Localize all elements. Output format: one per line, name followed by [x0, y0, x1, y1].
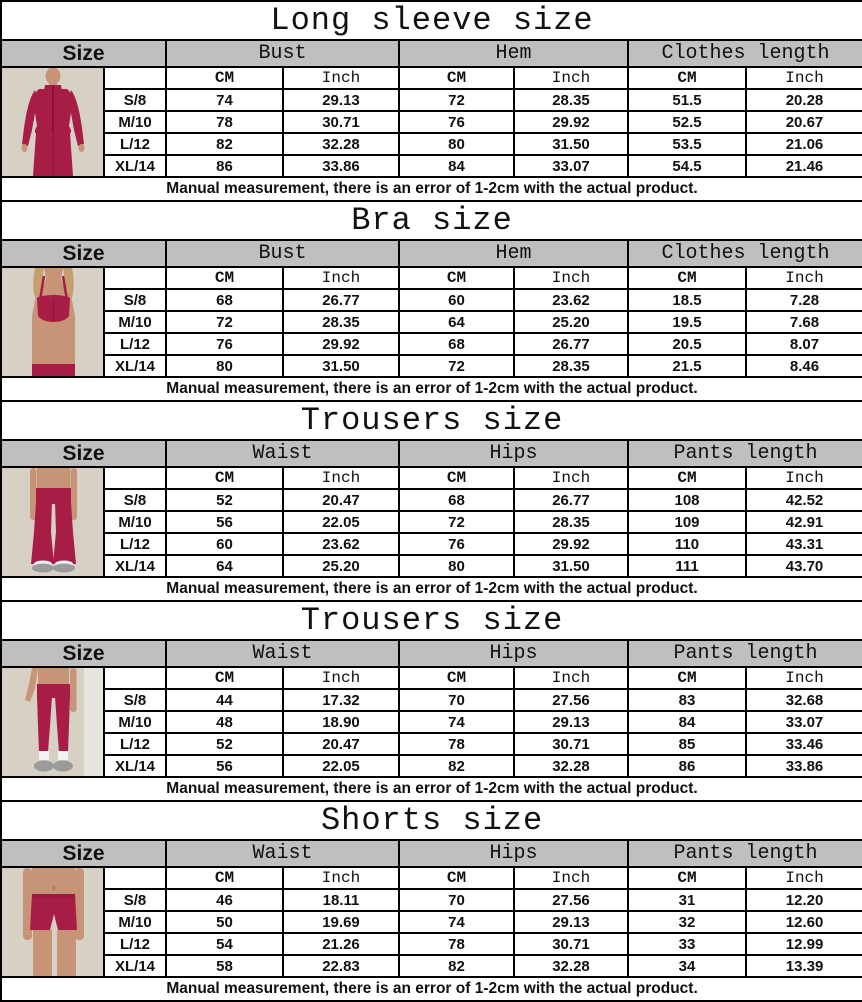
row-label: XL/14 [104, 355, 166, 377]
value-cell: 29.92 [514, 533, 628, 555]
measure-column-header-pants-length: Pants length [628, 440, 862, 467]
row-label: L/12 [104, 133, 166, 155]
value-cell: 33.07 [514, 155, 628, 177]
value-cell: 53.5 [628, 133, 746, 155]
value-cell: 22.05 [283, 755, 399, 777]
value-cell: 74 [166, 89, 283, 111]
value-cell: 51.5 [628, 89, 746, 111]
value-cell: 29.92 [283, 333, 399, 355]
value-cell: 12.20 [746, 889, 862, 911]
bra-photo-icon [2, 268, 104, 376]
value-cell: 82 [399, 955, 514, 977]
measure-column-header-hips: Hips [399, 440, 628, 467]
value-cell: 21.26 [283, 933, 399, 955]
empty-cell [104, 867, 166, 889]
value-cell: 28.35 [283, 311, 399, 333]
value-cell: 26.77 [283, 289, 399, 311]
value-cell: 80 [166, 355, 283, 377]
row-label: M/10 [104, 511, 166, 533]
table-row [1, 355, 862, 377]
flared-trousers-photo-icon [2, 468, 104, 576]
row-label: XL/14 [104, 755, 166, 777]
value-cell: 33 [628, 933, 746, 955]
unit-inch: Inch [746, 667, 862, 689]
value-cell: 8.07 [746, 333, 862, 355]
value-cell: 108 [628, 489, 746, 511]
unit-cm: CM [399, 467, 514, 489]
unit-cm: CM [166, 267, 283, 289]
table-row [1, 911, 862, 933]
value-cell: 20.5 [628, 333, 746, 355]
table-row [1, 89, 862, 111]
value-cell: 33.46 [746, 733, 862, 755]
value-cell: 109 [628, 511, 746, 533]
unit-inch: Inch [514, 667, 628, 689]
value-cell: 86 [166, 155, 283, 177]
value-cell: 23.62 [283, 533, 399, 555]
value-cell: 68 [399, 489, 514, 511]
value-cell: 76 [166, 333, 283, 355]
unit-cm: CM [166, 467, 283, 489]
table-row [1, 555, 862, 577]
value-cell: 72 [399, 355, 514, 377]
value-cell: 29.92 [514, 111, 628, 133]
unit-inch: Inch [283, 267, 399, 289]
row-label: XL/14 [104, 555, 166, 577]
value-cell: 78 [399, 733, 514, 755]
value-cell: 21.06 [746, 133, 862, 155]
value-cell: 34 [628, 955, 746, 977]
measure-column-header-pants-length: Pants length [628, 640, 862, 667]
section-title: Long sleeve size [1, 1, 862, 40]
product-photo-leggings [1, 667, 104, 777]
measure-column-header-pants-length: Pants length [628, 840, 862, 867]
product-photo-shorts [1, 867, 104, 977]
value-cell: 29.13 [283, 89, 399, 111]
size-chart-trousers-leggings [0, 600, 862, 802]
table-row [1, 755, 862, 777]
unit-cm: CM [628, 467, 746, 489]
value-cell: 60 [399, 289, 514, 311]
value-cell: 76 [399, 533, 514, 555]
footer-note: Manual measurement, there is an error of 1-2cm with the actual product. [1, 177, 862, 201]
value-cell: 20.47 [283, 489, 399, 511]
value-cell: 48 [166, 711, 283, 733]
value-cell: 56 [166, 511, 283, 533]
value-cell: 78 [399, 933, 514, 955]
value-cell: 13.39 [746, 955, 862, 977]
value-cell: 31.50 [283, 355, 399, 377]
leggings-photo-icon [2, 668, 104, 776]
row-label: S/8 [104, 889, 166, 911]
section-title: Bra size [1, 201, 862, 240]
size-column-header: Size [1, 640, 166, 667]
unit-inch: Inch [746, 867, 862, 889]
value-cell: 70 [399, 889, 514, 911]
value-cell: 78 [166, 111, 283, 133]
unit-cm: CM [166, 67, 283, 89]
value-cell: 50 [166, 911, 283, 933]
table-row [1, 333, 862, 355]
row-label: S/8 [104, 489, 166, 511]
value-cell: 18.90 [283, 711, 399, 733]
table-row [1, 133, 862, 155]
value-cell: 43.70 [746, 555, 862, 577]
value-cell: 43.31 [746, 533, 862, 555]
value-cell: 25.20 [514, 311, 628, 333]
table-row [1, 111, 862, 133]
value-cell: 33.86 [746, 755, 862, 777]
value-cell: 58 [166, 955, 283, 977]
size-chart-shorts [0, 800, 862, 1002]
value-cell: 76 [399, 111, 514, 133]
value-cell: 31.50 [514, 133, 628, 155]
value-cell: 32.28 [283, 133, 399, 155]
value-cell: 52.5 [628, 111, 746, 133]
section-title: Trousers size [1, 601, 862, 640]
table-row [1, 733, 862, 755]
size-chart-long-sleeve [0, 0, 862, 202]
footer-note: Manual measurement, there is an error of 1-2cm with the actual product. [1, 377, 862, 401]
row-label: S/8 [104, 289, 166, 311]
value-cell: 46 [166, 889, 283, 911]
value-cell: 32 [628, 911, 746, 933]
row-label: S/8 [104, 689, 166, 711]
unit-inch: Inch [283, 867, 399, 889]
value-cell: 32.28 [514, 755, 628, 777]
value-cell: 60 [166, 533, 283, 555]
value-cell: 72 [166, 311, 283, 333]
product-photo-trousers-flare [1, 467, 104, 577]
row-label: S/8 [104, 89, 166, 111]
value-cell: 20.67 [746, 111, 862, 133]
unit-inch: Inch [514, 867, 628, 889]
value-cell: 68 [166, 289, 283, 311]
unit-inch: Inch [283, 467, 399, 489]
row-label: L/12 [104, 933, 166, 955]
size-column-header: Size [1, 240, 166, 267]
value-cell: 74 [399, 911, 514, 933]
unit-inch: Inch [283, 667, 399, 689]
unit-cm: CM [399, 667, 514, 689]
value-cell: 70 [399, 689, 514, 711]
table-row [1, 889, 862, 911]
measure-column-header-bust: Bust [166, 240, 399, 267]
section-title: Trousers size [1, 401, 862, 440]
value-cell: 52 [166, 489, 283, 511]
unit-inch: Inch [514, 467, 628, 489]
value-cell: 33.07 [746, 711, 862, 733]
value-cell: 20.47 [283, 733, 399, 755]
unit-inch: Inch [283, 67, 399, 89]
row-label: M/10 [104, 911, 166, 933]
measure-column-header-bust: Bust [166, 40, 399, 67]
value-cell: 22.05 [283, 511, 399, 533]
value-cell: 72 [399, 89, 514, 111]
table-row [1, 933, 862, 955]
value-cell: 30.71 [514, 933, 628, 955]
row-label: M/10 [104, 311, 166, 333]
value-cell: 42.52 [746, 489, 862, 511]
value-cell: 74 [399, 711, 514, 733]
row-label: L/12 [104, 733, 166, 755]
measure-column-header-waist: Waist [166, 440, 399, 467]
value-cell: 26.77 [514, 489, 628, 511]
footer-note: Manual measurement, there is an error of 1-2cm with the actual product. [1, 577, 862, 601]
value-cell: 27.56 [514, 889, 628, 911]
row-label: XL/14 [104, 155, 166, 177]
value-cell: 19.5 [628, 311, 746, 333]
row-label: M/10 [104, 111, 166, 133]
unit-cm: CM [399, 267, 514, 289]
row-label: XL/14 [104, 955, 166, 977]
value-cell: 54.5 [628, 155, 746, 177]
unit-cm: CM [399, 867, 514, 889]
value-cell: 18.11 [283, 889, 399, 911]
value-cell: 52 [166, 733, 283, 755]
value-cell: 20.28 [746, 89, 862, 111]
value-cell: 12.99 [746, 933, 862, 955]
value-cell: 22.83 [283, 955, 399, 977]
value-cell: 85 [628, 733, 746, 755]
value-cell: 83 [628, 689, 746, 711]
value-cell: 21.5 [628, 355, 746, 377]
value-cell: 56 [166, 755, 283, 777]
shorts-photo-icon [2, 868, 104, 976]
size-column-header: Size [1, 840, 166, 867]
value-cell: 28.35 [514, 511, 628, 533]
unit-cm: CM [628, 267, 746, 289]
measure-column-header-clothes-length: Clothes length [628, 40, 862, 67]
row-label: L/12 [104, 533, 166, 555]
table-row [1, 955, 862, 977]
unit-inch: Inch [746, 267, 862, 289]
measure-column-header-waist: Waist [166, 840, 399, 867]
footer-note: Manual measurement, there is an error of 1-2cm with the actual product. [1, 777, 862, 801]
value-cell: 86 [628, 755, 746, 777]
empty-cell [104, 267, 166, 289]
table-row [1, 489, 862, 511]
row-label: L/12 [104, 333, 166, 355]
unit-inch: Inch [514, 67, 628, 89]
empty-cell [104, 467, 166, 489]
value-cell: 32.68 [746, 689, 862, 711]
value-cell: 33.86 [283, 155, 399, 177]
empty-cell [104, 667, 166, 689]
empty-cell [104, 67, 166, 89]
table-row [1, 155, 862, 177]
unit-cm: CM [628, 867, 746, 889]
value-cell: 25.20 [283, 555, 399, 577]
value-cell: 30.71 [283, 111, 399, 133]
value-cell: 29.13 [514, 911, 628, 933]
unit-inch: Inch [746, 467, 862, 489]
unit-cm: CM [628, 667, 746, 689]
value-cell: 7.28 [746, 289, 862, 311]
product-photo-long-sleeve [1, 67, 104, 177]
value-cell: 26.77 [514, 333, 628, 355]
value-cell: 17.32 [283, 689, 399, 711]
unit-inch: Inch [746, 67, 862, 89]
value-cell: 84 [399, 155, 514, 177]
value-cell: 72 [399, 511, 514, 533]
value-cell: 30.71 [514, 733, 628, 755]
measure-column-header-hem: Hem [399, 240, 628, 267]
value-cell: 82 [399, 755, 514, 777]
footer-note: Manual measurement, there is an error of 1-2cm with the actual product. [1, 977, 862, 1001]
unit-cm: CM [166, 867, 283, 889]
value-cell: 44 [166, 689, 283, 711]
product-photo-bra [1, 267, 104, 377]
value-cell: 64 [399, 311, 514, 333]
size-chart-trousers-flare [0, 400, 862, 602]
unit-cm: CM [399, 67, 514, 89]
value-cell: 18.5 [628, 289, 746, 311]
value-cell: 8.46 [746, 355, 862, 377]
value-cell: 28.35 [514, 355, 628, 377]
value-cell: 23.62 [514, 289, 628, 311]
value-cell: 80 [399, 133, 514, 155]
value-cell: 12.60 [746, 911, 862, 933]
value-cell: 7.68 [746, 311, 862, 333]
value-cell: 29.13 [514, 711, 628, 733]
unit-inch: Inch [514, 267, 628, 289]
size-column-header: Size [1, 440, 166, 467]
table-row [1, 689, 862, 711]
value-cell: 21.46 [746, 155, 862, 177]
table-row [1, 533, 862, 555]
measure-column-header-clothes-length: Clothes length [628, 240, 862, 267]
long-sleeve-jacket-photo-icon [2, 68, 104, 176]
table-row [1, 289, 862, 311]
value-cell: 19.69 [283, 911, 399, 933]
value-cell: 32.28 [514, 955, 628, 977]
value-cell: 28.35 [514, 89, 628, 111]
table-row [1, 311, 862, 333]
value-cell: 84 [628, 711, 746, 733]
value-cell: 54 [166, 933, 283, 955]
value-cell: 111 [628, 555, 746, 577]
measure-column-header-hem: Hem [399, 40, 628, 67]
unit-cm: CM [628, 67, 746, 89]
measure-column-header-hips: Hips [399, 640, 628, 667]
table-row [1, 711, 862, 733]
table-row [1, 511, 862, 533]
value-cell: 31 [628, 889, 746, 911]
value-cell: 31.50 [514, 555, 628, 577]
value-cell: 110 [628, 533, 746, 555]
size-column-header: Size [1, 40, 166, 67]
section-title: Shorts size [1, 801, 862, 840]
measure-column-header-waist: Waist [166, 640, 399, 667]
value-cell: 42.91 [746, 511, 862, 533]
size-chart-bra [0, 200, 862, 402]
row-label: M/10 [104, 711, 166, 733]
value-cell: 82 [166, 133, 283, 155]
value-cell: 27.56 [514, 689, 628, 711]
measure-column-header-hips: Hips [399, 840, 628, 867]
value-cell: 64 [166, 555, 283, 577]
value-cell: 68 [399, 333, 514, 355]
value-cell: 80 [399, 555, 514, 577]
unit-cm: CM [166, 667, 283, 689]
